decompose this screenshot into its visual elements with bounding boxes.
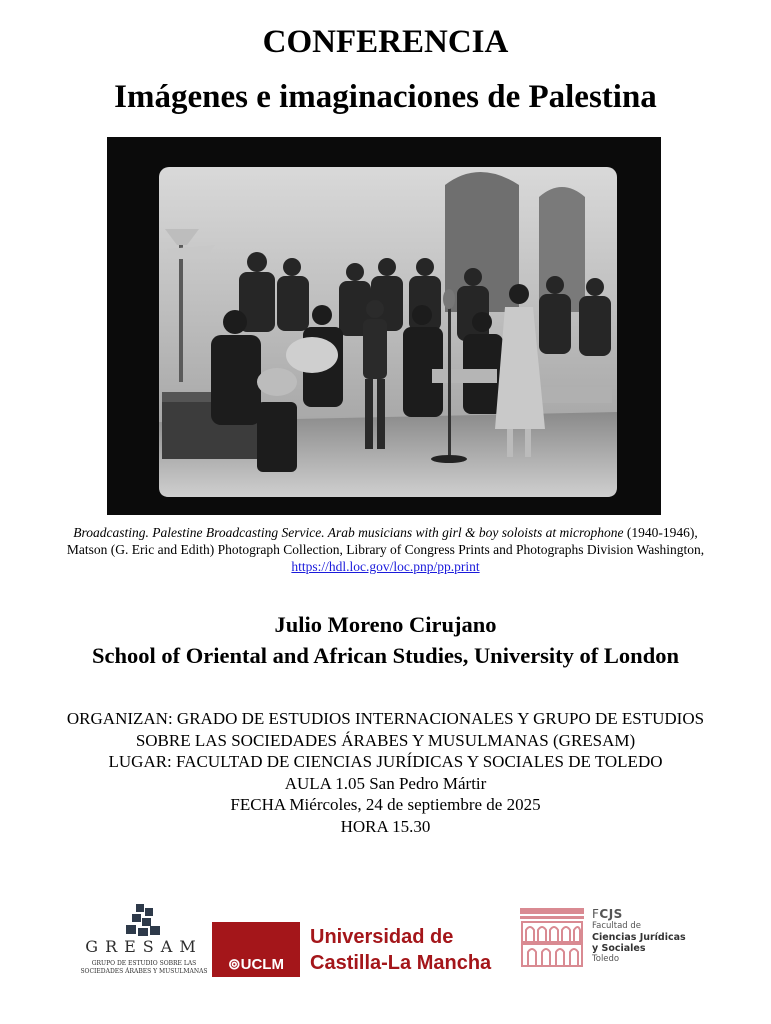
- caption-years: (1940-1946),: [623, 525, 698, 540]
- gresam-subtitle-1: GRUPO DE ESTUDIO SOBRE LAS: [91, 960, 197, 967]
- conference-heading: CONFERENCIA: [262, 24, 509, 60]
- fcjs-abbreviation: [592, 907, 712, 921]
- fcjs-line-1: Facultad de: [592, 921, 642, 931]
- fcjs-line-4: Toledo: [592, 954, 620, 964]
- uclm-logo: [212, 922, 300, 977]
- fcjs-abbr-rest: CJS: [599, 907, 623, 921]
- speaker-name: Julio Moreno Cirujano: [274, 612, 497, 637]
- gresam-blocks-icon: [78, 900, 210, 936]
- time-line: HORA 15.30: [340, 816, 431, 836]
- photo-caption: [10, 524, 761, 575]
- caption-source-link[interactable]: https://hdl.loc.gov/loc.pnp/pp.print: [291, 559, 480, 574]
- caption-line-2: Matson (G. Eric and Edith) Photograph Collection, Library of Congress Prints and Photographs Division Washington,: [66, 542, 705, 557]
- gresam-subtitle: [78, 960, 210, 976]
- fcjs-abbr-f: F: [592, 907, 600, 921]
- photograph-image: [107, 137, 661, 515]
- gresam-logo: [78, 900, 210, 980]
- uclm-name-line-2: Castilla-La Mancha: [310, 952, 492, 974]
- uclm-abbreviation: ⊚UCLM: [228, 956, 284, 973]
- caption-title: Broadcasting. Palestine Broadcasting Service. Arab musicians with girl & boy soloists at microphone: [73, 525, 624, 540]
- fcjs-line-2: Ciencias Jurídicas: [592, 932, 686, 943]
- event-details: [0, 708, 771, 837]
- fcjs-line-3: y Sociales: [592, 943, 646, 954]
- room-line: AULA 1.05 San Pedro Mártir: [284, 773, 487, 793]
- organizers-line-1: ORGANIZAN: GRADO DE ESTUDIOS INTERNACIONALES Y GRUPO DE ESTUDIOS: [66, 709, 705, 728]
- caption-line-1: [10, 524, 761, 541]
- date-line: FECHA Miércoles, 24 de septiembre de 2025: [230, 795, 541, 814]
- conference-title: Imágenes e imaginaciones de Palestina: [114, 79, 657, 115]
- organizers-line-2: SOBRE LAS SOCIEDADES ÁRABES Y MUSULMANAS (GRESAM): [135, 730, 636, 750]
- uclm-name-line-1: Universidad de: [310, 926, 454, 948]
- uclm-abbr-text: UCLM: [240, 956, 284, 973]
- speaker-affiliation: School of Oriental and African Studies, University of London: [92, 643, 679, 668]
- gresam-subtitle-2: SOCIEDADES ÁRABES Y MUSULMANAS: [80, 968, 208, 975]
- fcjs-building-icon: [518, 906, 586, 970]
- uclm-emblem-icon: [212, 926, 300, 956]
- gresam-wordmark: GRESAM: [85, 937, 203, 956]
- venue-line: LUGAR: FACULTAD DE CIENCIAS JURÍDICAS Y SOCIALES DE TOLEDO: [108, 752, 663, 771]
- uclm-name: [310, 924, 525, 976]
- fcjs-logo-text: [592, 907, 712, 965]
- historical-photograph: [107, 137, 661, 515]
